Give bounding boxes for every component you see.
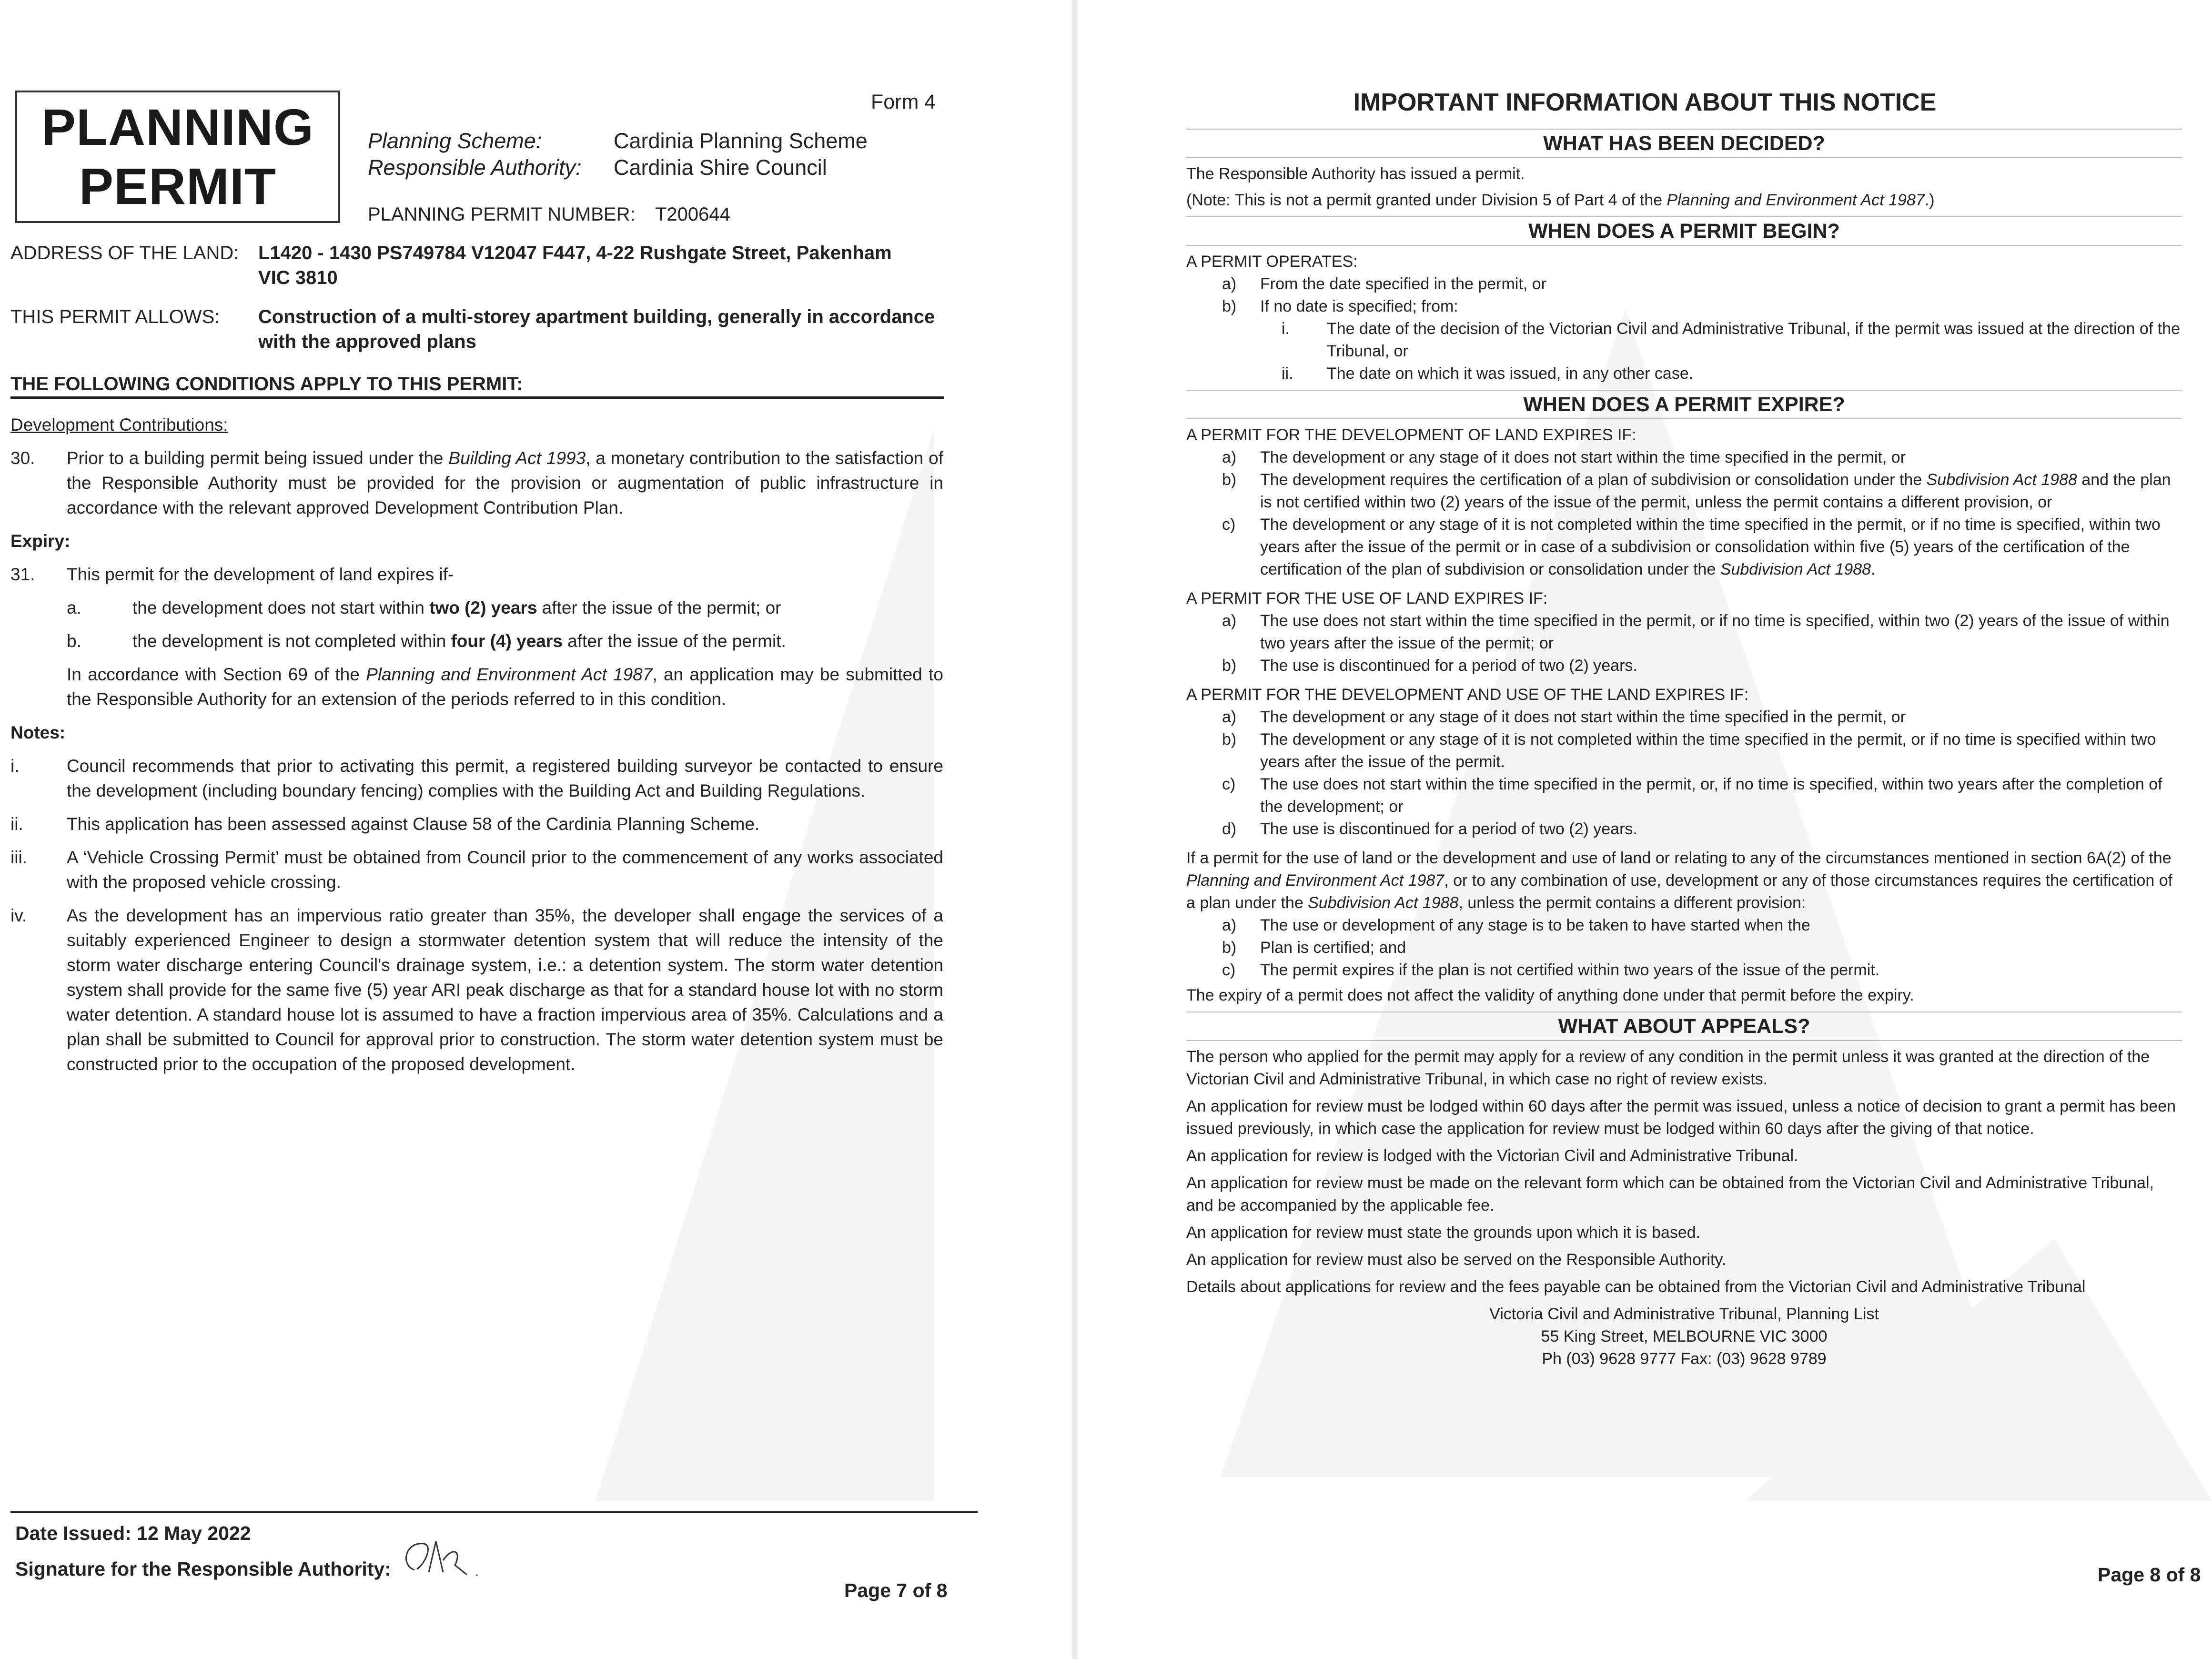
authority-value: Cardinia Shire Council [614, 155, 827, 180]
dev-item-a: a) The development or any stage of it does not start within the time specified in the permit, or [1222, 448, 1906, 466]
footer-divider [10, 1511, 978, 1513]
allows-line1: Construction of a multi-storey apartment building, generally in accordance [258, 306, 935, 327]
heading-expire: WHEN DOES A PERMIT EXPIRE? [1186, 390, 2182, 419]
condition-31b-text: the development is not completed within four (4) years after the issue of the permit. [132, 631, 786, 651]
devuse-item-c: c) The use does not start within the time specified in the permit, or, if no time is specified, within two years after the completion of the development; or [1222, 775, 2162, 816]
use-item-b: b) The use is discontinued for a period of two (2) years. [1222, 657, 1637, 675]
appeal-paragraph: Details about applications for review and the fees payable can be obtained from the Victorian Civil and Administrative Tribunal [1186, 1278, 2086, 1296]
address-label: ADDRESS OF THE LAND: [10, 243, 239, 263]
notes-heading: Notes: [10, 723, 66, 742]
address-line-2: 55 King Street, MELBOURNE VIC 3000 [1541, 1327, 1828, 1345]
note-number: iv. [10, 906, 27, 925]
notice-title: IMPORTANT INFORMATION ABOUT THIS NOTICE [1353, 89, 1937, 116]
tribunal-address [1186, 1303, 2182, 1370]
condition-30-number: 30. [10, 448, 35, 468]
note-text: Council recommends that prior to activating this permit, a registered building surveyor be contacted to ensure the development (including boundary fencing) complies with the Building Act and Building Regulations. [67, 756, 943, 800]
devuse-intro: A PERMIT FOR THE DEVELOPMENT AND USE OF THE LAND EXPIRES IF: [1186, 686, 1749, 704]
decided-line-1: The Responsible Authority has issued a permit. [1186, 165, 1525, 183]
certification-paragraph: If a permit for the use of land or the development and use of land or relating to any of the circumstances mentioned in section 6A(2) of the Planning and Environment Act 1987, or to any combination of use, development or any of those circumstances requires the certification of a plan under the Subdivision Act 1988, unless the permit contains a different provision: [1186, 849, 2173, 912]
authority-label: Responsible Authority: [368, 155, 582, 180]
conditions-heading: THE FOLLOWING CONDITIONS APPLY TO THIS PERMIT: [10, 372, 944, 399]
note-text: As the development has an impervious ratio greater than 35%, the developer shall engage the services of a suitably experienced Engineer to design a stormwater detention system that will reduce the intensity of the storm water discharge entering Council's drainage system, i.e.: a detention system. The storm water detention system shall provide for the same five (5) year ARI peak discharge as that for a standard house lot with no storm water detention. A standard house lot is assumed to have a fraction impervious area of 35%. Calculations and a plan shall be submitted to Council for approval prior to construction. The storm water detention system must be constructed prior to the occupation of the proposed development. [67, 906, 943, 1074]
scheme-value: Cardinia Planning Scheme [614, 129, 868, 153]
heading-begin: WHEN DOES A PERMIT BEGIN? [1186, 216, 2182, 246]
page-number-8: Page 8 of 8 [2098, 1564, 2201, 1586]
box-title-line1: PLANNING [41, 98, 314, 156]
condition-30-text: Prior to a building permit being issued under the Building Act 1993, a monetary contribution to the satisfaction of the Responsible Authority must be provided for the provision or augmentation of public infrastructure in accordance with the relevant approved Development Contribution Plan. [67, 448, 943, 517]
notice-body [1186, 129, 2182, 1370]
date-issued: Date Issued: 12 May 2022 [15, 1522, 251, 1544]
begin-item-ii: ii. The date on which it was issued, in any other case. [1282, 364, 1694, 383]
condition-31b-number: b. [67, 631, 81, 651]
condition-31a-text: the development does not start within two (2) years after the issue of the permit; or [132, 598, 781, 617]
dev-contrib-heading: Development Contributions: [10, 415, 228, 435]
use-item-a: a) The use does not start within the time specified in the permit, or if no time is specified, within two (2) years of the issue of within two years after the issue of the permit; or [1222, 612, 2170, 652]
allows-line2: with the approved plans [258, 331, 476, 352]
condition-31a-number: a. [67, 598, 81, 617]
page-8 [1078, 0, 2212, 1659]
prov-item-a: a) The use or development of any stage is to be taken to have started when the [1222, 916, 1810, 934]
allows-label: THIS PERMIT ALLOWS: [10, 306, 220, 327]
note-number: iii. [10, 848, 27, 867]
signature-mark [395, 1532, 495, 1584]
condition-31-number: 31. [10, 565, 35, 584]
decided-line-2: (Note: This is not a permit granted under Division 5 of Part 4 of the Planning and Environment Act 1987.) [1186, 191, 1935, 209]
page-number-7: Page 7 of 8 [844, 1579, 948, 1601]
prov-item-c: c) The permit expires if the plan is not certified within two years of the issue of the permit. [1222, 961, 1880, 979]
appeal-paragraph: An application for review must state the grounds upon which it is based. [1186, 1224, 1701, 1242]
planning-permit-box [15, 91, 340, 223]
page-7 [0, 0, 1072, 1659]
dev-item-c: c) The development or any stage of it is not completed within the time specified in the permit, or if no time is specified, within two years after the issue of the permit or in case of a subdivision or consolidation within five (5) years of the certification of the certification of the plan of subdivision or consolidation under the Subdivision Act 1988. [1222, 516, 2161, 578]
dev-item-b: b) The development requires the certification of a plan of subdivision or consolidation under the Subdivision Act 1988 and the plan is not certified within two (2) years of the issue of the permit, unless the permit contains a different provision, or [1222, 471, 2171, 511]
prov-item-b: b) Plan is certified; and [1222, 939, 1406, 957]
note-number: ii. [10, 814, 23, 834]
scheme-label: Planning Scheme: [368, 129, 542, 153]
address-line-1: Victoria Civil and Administrative Tribunal, Planning List [1489, 1305, 1879, 1323]
address-line1: L1420 - 1430 PS749784 V12047 F447, 4-22 Rushgate Street, Pakenham [258, 243, 892, 263]
dev-intro: A PERMIT FOR THE DEVELOPMENT OF LAND EXPIRES IF: [1186, 426, 1636, 444]
expiry-note: The expiry of a permit does not affect the validity of anything done under that permit before the expiry. [1186, 986, 1914, 1004]
devuse-item-d: d) The use is discontinued for a period of two (2) years. [1222, 820, 1637, 838]
appeal-paragraph: The person who applied for the permit may apply for a review of any condition in the permit unless it was granted at the direction of the Victorian Civil and Administrative Tribunal, in which case no right of review exists. [1186, 1048, 2150, 1088]
signature-label: Signature for the Responsible Authority: [15, 1558, 391, 1580]
note-number: i. [10, 756, 20, 776]
address-line2: VIC 3810 [258, 267, 338, 288]
condition-31-extension: In accordance with Section 69 of the Planning and Environment Act 1987, an application may be submitted to the Responsible Authority for an extension of the periods referred to in this condition. [67, 665, 943, 709]
conditions-body [10, 413, 943, 1085]
address-line-3: Ph (03) 9628 9777 Fax: (03) 9628 9789 [1542, 1350, 1827, 1368]
begin-item-i: i. The date of the decision of the Victorian Civil and Administrative Tribunal, if the permit was issued at the direction of the Tribunal, or [1282, 320, 2180, 360]
permit-number: T200644 [655, 204, 730, 225]
form-number: Form 4 [871, 91, 936, 113]
begin-intro: A PERMIT OPERATES: [1186, 253, 1358, 271]
appeal-paragraph: An application for review must also be served on the Responsible Authority. [1186, 1251, 1727, 1269]
appeal-paragraph: An application for review must be made on the relevant form which can be obtained from the Victorian Civil and Administrative Tribunal, and be accompanied by the applicable fee. [1186, 1174, 2154, 1214]
note-text: A ‘Vehicle Crossing Permit’ must be obtained from Council prior to the commencement of any works associated with the proposed vehicle crossing. [67, 848, 943, 892]
begin-item-b: b) If no date is specified; from: [1222, 297, 1458, 315]
appeal-paragraph: An application for review is lodged with the Victorian Civil and Administrative Tribunal. [1186, 1147, 1798, 1165]
permit-number-label: PLANNING PERMIT NUMBER: [368, 204, 636, 225]
devuse-item-b: b) The development or any stage of it is not completed within the time specified in the permit, or if no time is specified within two years after the issue of the permit. [1222, 730, 2156, 771]
begin-item-a: a) From the date specified in the permit, or [1222, 275, 1546, 293]
appeal-paragraph: An application for review must be lodged within 60 days after the permit was issued, unless a notice of decision to grant a permit has been issued previously, in which case the application for review must be lodged within 60 days after the giving of that notice. [1186, 1097, 2176, 1138]
condition-31-text: This permit for the development of land expires if- [67, 565, 454, 584]
use-intro: A PERMIT FOR THE USE OF LAND EXPIRES IF: [1186, 589, 1548, 607]
box-title-line2: PERMIT [79, 157, 276, 215]
heading-appeals: WHAT ABOUT APPEALS? [1186, 1012, 2182, 1041]
expiry-heading: Expiry: [10, 531, 71, 551]
devuse-item-a: a) The development or any stage of it does not start within the time specified in the permit, or [1222, 708, 1906, 726]
note-text: This application has been assessed against Clause 58 of the Cardinia Planning Scheme. [67, 814, 760, 834]
heading-decided: WHAT HAS BEEN DECIDED? [1186, 129, 2182, 158]
